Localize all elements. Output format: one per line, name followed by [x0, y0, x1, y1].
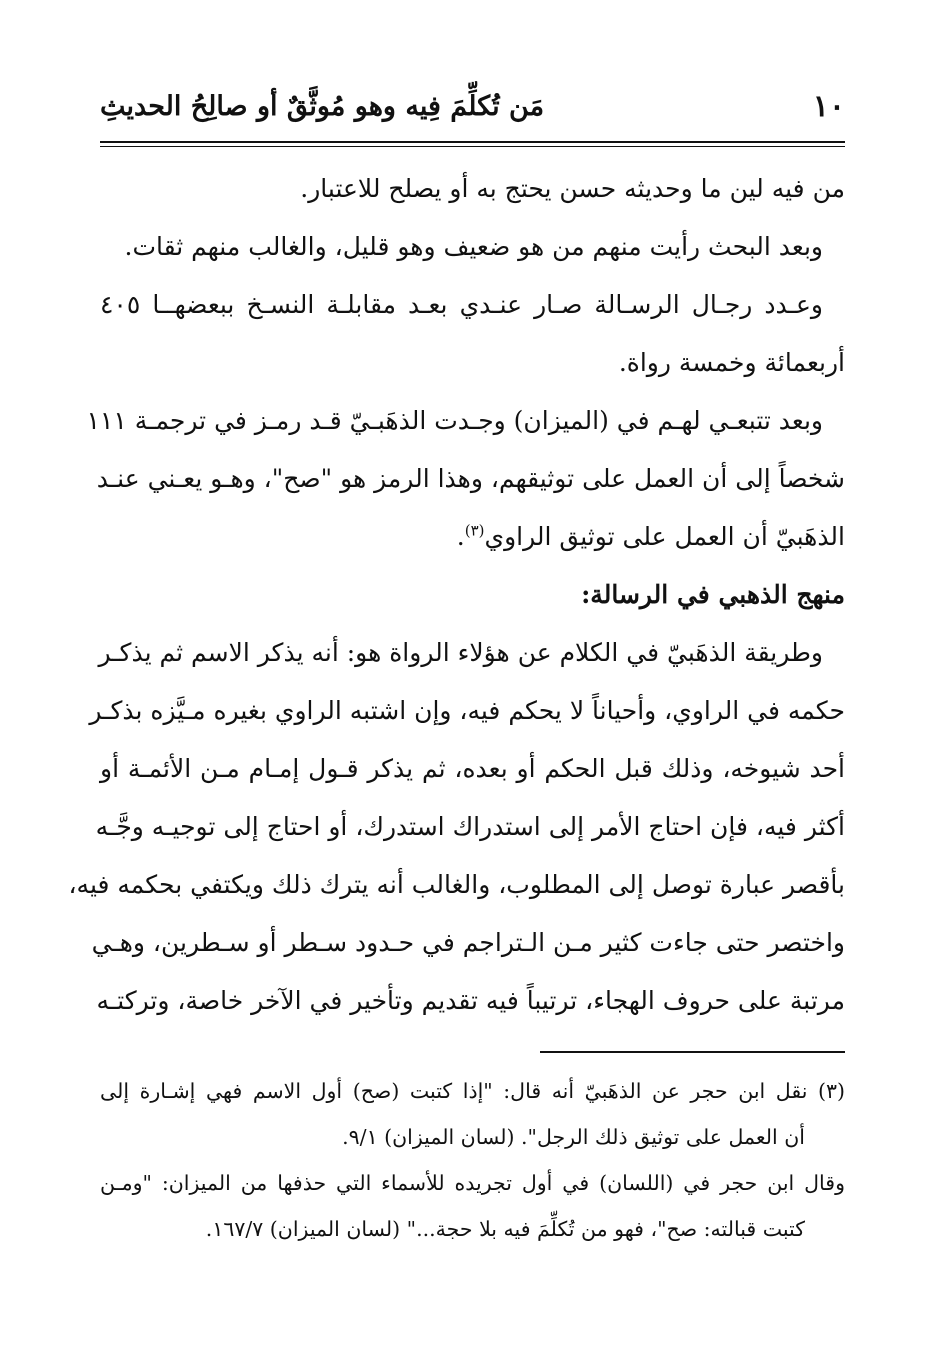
text-line — [89, 682, 845, 740]
footnote-reference[interactable]: (٣) — [464, 521, 485, 540]
line-text: حكمه في الراوي، وأحياناً لا يحكم فيه، وإن اشتبه الراوي بغيره مـيَّزه بذكـر — [89, 696, 845, 725]
text-line — [100, 624, 845, 682]
footnote-line — [100, 1206, 845, 1252]
footnote-text: كتبت قبالته: صح"، فهو من تُكلِّمَ فيه بلا حجة..." (لسان الميزان) ١٦٧/٧. — [205, 1217, 805, 1241]
line-text: الذهَبيّ أن العمل على توثيق الراوي — [484, 522, 845, 551]
text-line — [91, 914, 845, 972]
text-line — [95, 798, 845, 856]
footnote-text: (٣) نقل ابن حجر عن الذهَبيّ أنه قال: "إذا كتبت (صح) أول الاسم فهي إشـارة إلى — [100, 1079, 845, 1103]
page-header — [100, 78, 845, 134]
text-line — [100, 740, 845, 798]
text-line — [86, 392, 845, 450]
header-rule-thin — [100, 146, 845, 147]
text-line — [96, 972, 845, 1030]
line-text: أربعمائة وخمسة رواة. — [618, 348, 845, 377]
line-text: وبعد البحث رأيت منهم من هو ضعيف وهو قليل، والغالب منهم ثقات. — [124, 232, 823, 261]
text-line — [96, 450, 845, 508]
body-text — [68, 160, 845, 1030]
line-text: واختصر حتى جاءت كثير مـن الـتراجم في حـدود سـطر أو سـطرين، وهـي — [91, 928, 845, 957]
page-number: ١٠ — [812, 88, 845, 124]
header-rule — [100, 141, 845, 143]
footnote-line — [100, 1114, 845, 1160]
running-title: مَن تُكلِّمَ فِيه وهو مُوثَّقٌ أو صالِحُ الحديثِ — [100, 90, 545, 122]
footnote-rule — [540, 1051, 845, 1053]
line-text: من فيه لين ما وحديثه حسن يحتج به أو يصلح للاعتبار. — [300, 174, 845, 203]
footnote-line — [100, 1160, 845, 1206]
text-line — [100, 276, 845, 334]
footnotes — [100, 1068, 845, 1252]
line-text: شخصاً إلى أن العمل على توثيقهم، وهذا الرمز هو "صح"، وهـو يعـني عنـد — [96, 464, 845, 493]
line-tail: . — [456, 522, 465, 551]
text-line — [100, 334, 845, 392]
line-text: وعـدد رجـال الرسـالة صـار عنـدي بعـد مقابلـة النسـخ ببعضهــا ٤٠٥ — [100, 290, 823, 319]
text-line — [100, 218, 845, 276]
line-text: وطريقة الذهَبيّ في الكلام عن هؤلاء الرواة هو: أنه يذكر الاسم ثم يذكـر — [98, 638, 823, 667]
line-text: بأقصر عبارة توصل إلى المطلوب، والغالب أنه يترك ذلك ويكتفي بحكمه فيه، — [68, 870, 845, 899]
footnote-line — [100, 1068, 845, 1114]
line-text: مرتبة على حروف الهجاء، ترتيباً فيه تقديم وتأخير في الآخر خاصة، وتركتـه — [96, 986, 845, 1015]
line-text: أحد شيوخه، وذلك قبل الحكم أو بعده، ثم يذكر قـول إمـام مـن الأئمـة أو — [100, 754, 845, 783]
footnote-text: وقال ابن حجر في (اللسان) في أول تجريده للأسماء التي حذفها من الميزان: "ومـن — [100, 1171, 845, 1195]
text-line — [100, 160, 845, 218]
line-text: أكثر فيه، فإن احتاج الأمر إلى استدراك استدرك، أو احتاج إلى توجيـه وجَّـه — [95, 812, 845, 841]
line-text: وبعد تتبعـي لهـم في (الميزان) وجـدت الذهَبـيّ قـد رمـز في ترجمـة ١١١ — [86, 406, 823, 435]
text-line — [68, 856, 845, 914]
text-line — [100, 508, 845, 566]
line-text: منهج الذهبي في الرسالة: — [581, 580, 845, 609]
section-heading — [100, 566, 845, 624]
footnote-text: أن العمل على توثيق ذلك الرجل". (لسان الميزان) ٩/١. — [342, 1125, 805, 1149]
